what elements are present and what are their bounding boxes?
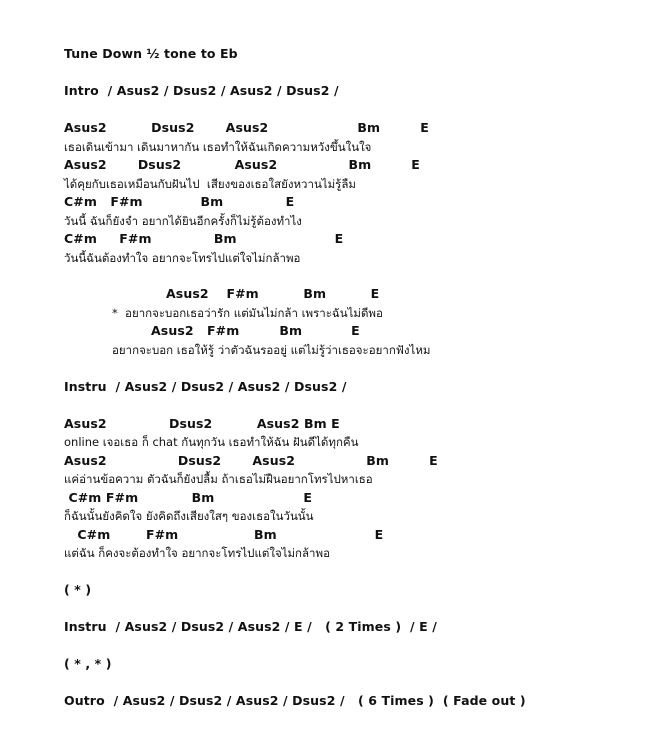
verse1-lyrics-2: ได้คุยกับเธอเหมือนกับฝันไป เสียงของเธอใสยังหวานไม่รู้ลืม: [64, 177, 356, 191]
intro-line: Intro / Asus2 / Dsus2 / Asus2 / Dsus2 /: [64, 83, 339, 98]
tuning-note: Tune Down ½ tone to Eb: [64, 46, 238, 61]
verse2-lyrics-1: online เจอเธอ ก็ chat กันทุกวัน เธอทำให้ฉัน ฝันดีได้ทุกคืน: [64, 435, 359, 449]
instru-line-1: Instru / Asus2 / Dsus2 / Asus2 / Dsus2 /: [64, 379, 347, 394]
verse2-chords-2: Asus2 Dsus2 Asus2 Bm E: [64, 453, 438, 468]
verse1-chords-1: Asus2 Dsus2 Asus2 Bm E: [64, 120, 429, 135]
outro-line: Outro / Asus2 / Dsus2 / Asus2 / Dsus2 / ( 6 Times ) ( Fade out ): [64, 693, 526, 708]
verse1-chords-4: C#m F#m Bm E: [64, 231, 344, 246]
verse2-lyrics-3: ก็ฉันนั้นยังคิดใจ ยังคิดถึงเสียงใสๆ ของเธอในวันนั้น: [64, 509, 314, 523]
chorus-lyrics-2: อยากจะบอก เธอให้รู้ ว่าตัวฉันรออยู่ แต่ไม่รู้ว่าเธอจะอยากฟังไหม: [112, 343, 431, 357]
verse2-chords-4: C#m F#m Bm E: [64, 527, 384, 542]
instru-line-2: Instru / Asus2 / Dsus2 / Asus2 / E / ( 2 Times ) / E /: [64, 619, 437, 634]
verse1-lyrics-4: วันนี้ฉันต้องทำใจ อยากจะโทรไปแต่ใจไม่กล้าพอ: [64, 251, 301, 265]
chorus-chords-1: Asus2 F#m Bm E: [166, 286, 380, 301]
verse2-chords-1: Asus2 Dsus2 Asus2 Bm E: [64, 416, 340, 431]
verse2-lyrics-2: แค่อ่านข้อความ ตัวฉันก็ยังปลื้ม ถ้าเธอไม่ฝืนอยากโทรไปหาเธอ: [64, 472, 373, 486]
verse1-lyrics-1: เธอเดินเข้ามา เดินมาหากัน เธอทำให้ฉันเกิดความหวังขึ้นในใจ: [64, 140, 372, 154]
verse1-chords-2: Asus2 Dsus2 Asus2 Bm E: [64, 157, 420, 172]
chorus-lyrics-1: * อยากจะบอกเธอว่ารัก แต่มันไม่กล้า เพราะฉันไม่ดีพอ: [112, 306, 383, 320]
verse1-lyrics-3: วันนี้ ฉันก็ยังจำ อยากได้ยินอีกครั้งก็ไม่รู้ต้องทำไง: [64, 214, 302, 228]
verse1-chords-3: C#m F#m Bm E: [64, 194, 295, 209]
chorus-repeat-marker: ( * ): [64, 582, 92, 597]
chorus-double-repeat-marker: ( * , * ): [64, 656, 112, 671]
verse2-chords-3: C#m F#m Bm E: [64, 490, 313, 505]
chorus-chords-2: Asus2 F#m Bm E: [151, 323, 360, 338]
verse2-lyrics-4: แต่ฉัน ก็คงจะต้องทำใจ อยากจะโทรไปแต่ใจไม่กล้าพอ: [64, 546, 331, 560]
